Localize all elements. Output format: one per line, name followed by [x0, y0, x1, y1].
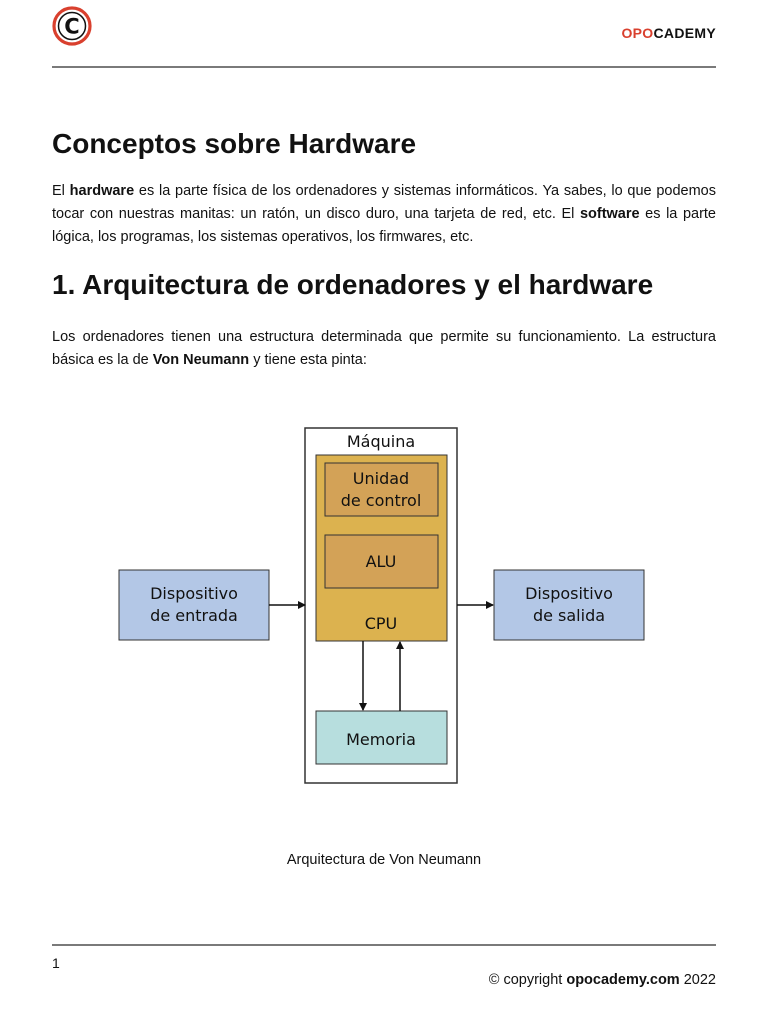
alu-label: ALU	[365, 552, 397, 571]
term-von-neumann: Von Neumann	[152, 352, 250, 368]
logo-letter: C	[64, 14, 80, 39]
output-device-label-line2: de salida	[532, 606, 606, 625]
figure-caption: Arquitectura de Von Neumann	[286, 852, 482, 868]
brand-part-opo: OPO	[621, 25, 654, 41]
term-software: software	[579, 206, 640, 222]
section-heading: 1. Arquitectura de ordenadores y el hardware	[52, 269, 654, 300]
brand-part-cademy: CADEMY	[653, 25, 716, 41]
hardware-paragraph: El hardware es la parte física de los ordenadores y sistemas informáticos. Ya sabes, lo que podemos tocar con nuestras manitas: un ratón, un disco duro, una tarjeta de red, etc. El software es la parte lógica, los programas, los sistemas operativos, los firmwares, etc.	[52, 183, 716, 245]
memory-label: Memoria	[346, 730, 416, 749]
brand-name	[621, 25, 716, 41]
architecture-paragraph: Los ordenadores tienen una estructura determinada que permite su funcionamiento. La estructura básica es la de Von Neumann y tiene esta pinta:	[52, 329, 716, 368]
header-divider	[52, 66, 716, 68]
von-neumann-diagram	[0, 380, 768, 800]
control-unit-label-line1: Unidad	[352, 469, 410, 488]
footer-divider	[52, 944, 716, 946]
copyright-notice: © copyright opocademy.com 2022	[488, 972, 716, 988]
control-unit-label-line2: de control	[340, 491, 422, 510]
input-device-label-line1: Dispositivo	[150, 584, 238, 603]
cpu-label: CPU	[364, 614, 398, 633]
output-device-box	[494, 570, 644, 640]
machine-label: Máquina	[346, 432, 416, 451]
term-hardware: hardware	[69, 183, 135, 199]
page-number: 1	[52, 955, 60, 971]
copyright-site: opocademy.com	[566, 972, 680, 988]
input-device-box	[119, 570, 269, 640]
input-device-label-line2: de entrada	[150, 606, 238, 625]
output-device-label-line1: Dispositivo	[525, 584, 613, 603]
opocademy-logo	[52, 6, 92, 46]
page-title: Conceptos sobre Hardware	[52, 128, 417, 159]
